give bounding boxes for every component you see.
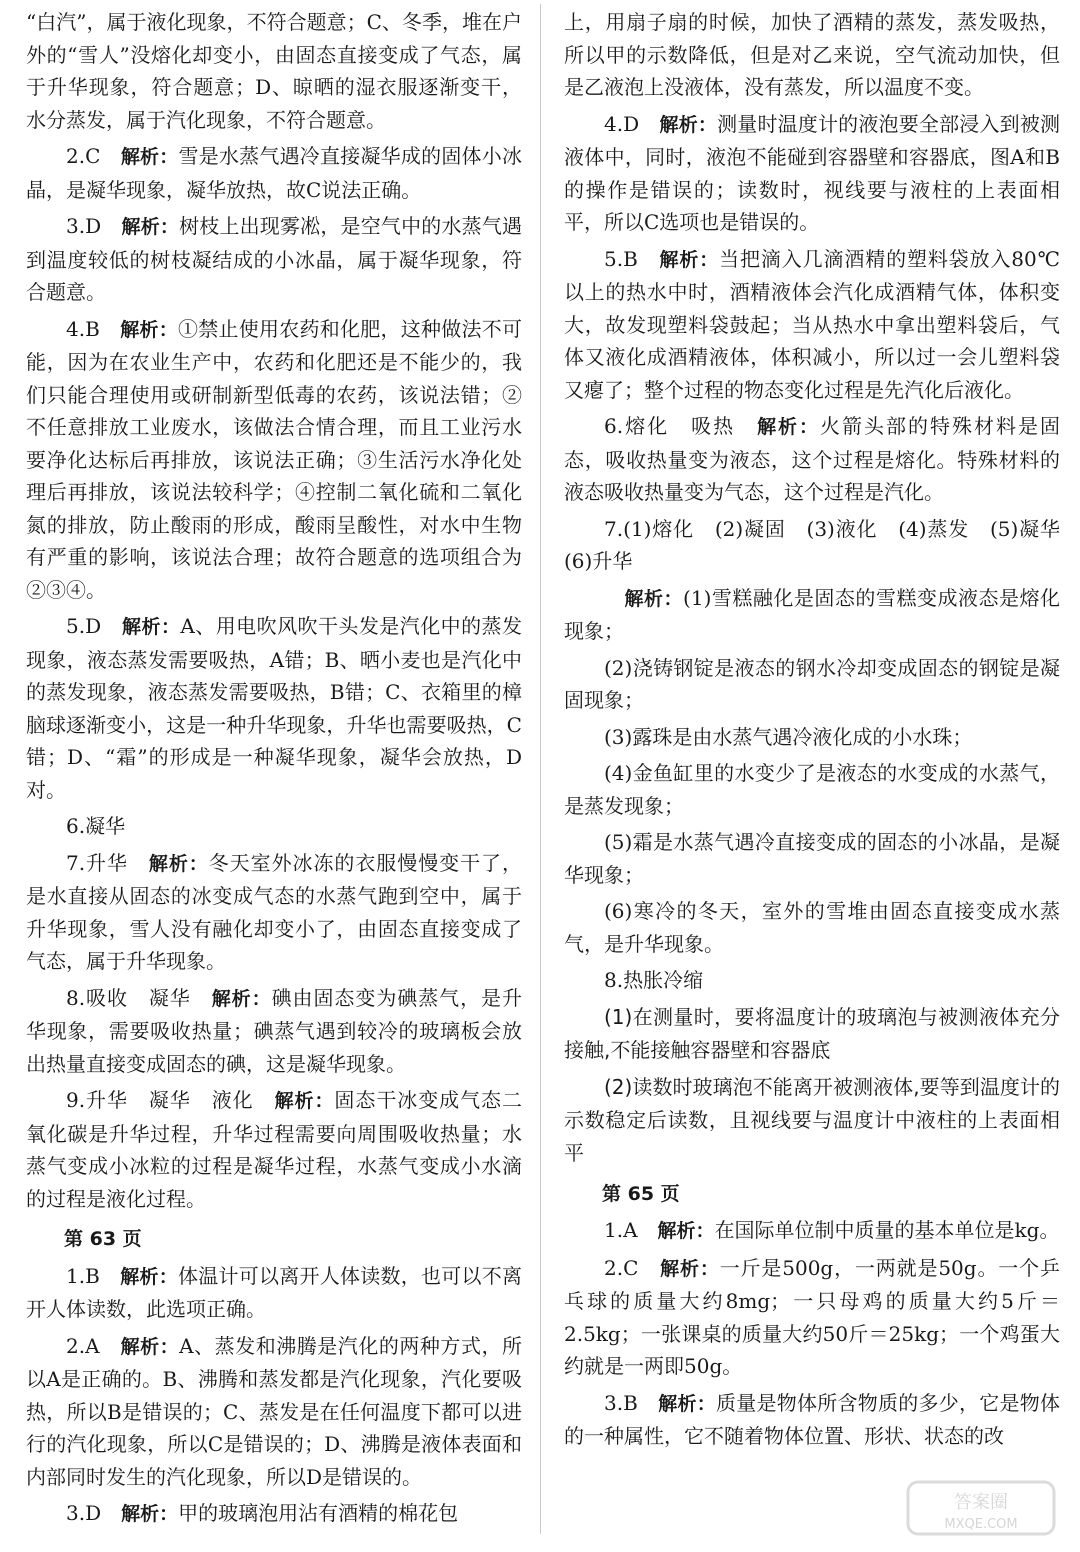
answer-item: [26, 313, 522, 607]
item-number: 5.: [66, 614, 86, 638]
item-answer: B: [623, 246, 638, 271]
item-answer: 升华 凝华 液化: [85, 1088, 254, 1112]
item-answer: C: [623, 1255, 639, 1280]
item-answer: 吸收 凝华: [85, 985, 191, 1010]
analysis-text: 冬天室外冰冻的衣服慢慢变干了，是水直接从固态的冰变成气态的水蒸气跑到空中，属于升华现象，雪人没有融化却变小了，由固态直接变成了气态，属于升华现象。: [26, 850, 522, 973]
item-answer: A: [623, 1218, 638, 1242]
analysis-label: 解析：: [121, 1503, 179, 1525]
item-number: 3.: [66, 1501, 86, 1525]
item-number: 6.: [66, 814, 86, 838]
item-number: 7.: [604, 516, 624, 541]
item-number: 4.: [604, 111, 624, 136]
analysis-label: 解析：: [274, 1090, 335, 1112]
answer-item: [26, 982, 522, 1081]
analysis-label: 解析：: [624, 587, 684, 610]
analysis-text: 固态干冰变成气态二氧化碳是升华过程，升华过程需要向周围吸收热量；水蒸气变成小冰粒的过程是凝华过程，水蒸气变成小水滴的过程是液化过程。: [26, 1088, 522, 1211]
explanation-paragraph: (6)寒冷的冬天，室外的雪堆由固态直接变成水蒸气，是升华现象。: [564, 899, 1060, 956]
item-number: 3.: [604, 1390, 624, 1415]
answer-item: [26, 210, 522, 309]
analysis-text: ①禁止使用农药和化肥，这种做法不可能，因为在农业生产中，农药和化肥还是不能少的，我们只能合理使用或研制新型低毒的农药，该说法错；②不任意排放工业废水，该做法合情合理，而且工业污水要净化达标后再排放，该说法正确；③生活污水净化处理后再排放，该说法较科学；④控制二氧化硫和二氧化氮的排放，防止酸雨的形成，酸雨呈酸性，对水中生物有严重的影响，该说法合理；故符合题意的选项组合为②③④。: [26, 316, 522, 602]
analysis-text: A、用电吹风吹干头发是汽化中的蒸发现象，液态蒸发需要吸热，A错；B、晒小麦也是汽化中的蒸发现象，液态蒸发需要吸热，B错；C、衣箱里的樟脑球逐渐变小，这是一种升华现象，升华也需要吸热，C错；D、“霜”的形成是一种凝华现象，凝华会放热，D对。: [26, 614, 522, 802]
continued-paragraph: 上，用扇子扇的时候，加快了酒精的蒸发，蒸发吸热，所以甲的示数降低，但是对乙来说，空气流动加快，但是乙液泡上没液体，没有蒸发，所以温度不变。: [564, 10, 1060, 99]
answer-item: [564, 243, 1060, 407]
analysis-text: 测量时温度计的液泡要全部浸入到被测液体中，同时，液泡不能碰到容器壁和容器底，图A和B的操作是错误的；读数时，视线要与液柱的上表面相平，所以C选项也是错误的。: [564, 111, 1061, 234]
answer-item: [26, 1497, 522, 1531]
item-answer: D: [623, 111, 640, 136]
analysis-label: 解析：: [120, 318, 179, 341]
analysis-label: 解析：: [660, 1257, 720, 1280]
answer-item: [564, 1387, 1060, 1453]
analysis-label: 解析：: [211, 987, 272, 1010]
answer-item: [564, 582, 1060, 648]
section-heading: 第 65 页: [602, 1182, 680, 1205]
explanation-paragraph: (4)金鱼缸里的水变少了是液态的水变成的水蒸气，是蒸发现象；: [564, 761, 1060, 818]
analysis-label: 解析：: [120, 1335, 180, 1358]
item-answer: 升华: [85, 850, 128, 875]
item-answer: B: [85, 316, 100, 341]
item-answer: D: [85, 214, 102, 238]
answer-item: [26, 140, 522, 206]
analysis-text: 雪是水蒸气遇冷直接凝华成的固体小冰晶，是凝华现象，凝华放热，故C说法正确。: [26, 144, 522, 202]
item-answer: (1)熔化 (2)凝固 (3)液化 (4)蒸发 (5)凝华 (6)升华: [564, 516, 1080, 573]
left-column: [26, 6, 522, 1535]
analysis-text: 体温计可以离开人体读数，也可以不离开人体读数，此选项正确。: [26, 1263, 522, 1321]
analysis-text: 碘由固态变为碘蒸气，是升华现象，需要吸收热量；碘蒸气遇到较冷的玻璃板会放出热量直接变成固态的碘，这是凝华现象。: [26, 985, 522, 1076]
analysis-label: 解析：: [757, 416, 821, 438]
analysis-label: 解析：: [122, 616, 181, 638]
analysis-label: 解析：: [121, 216, 180, 238]
analysis-text: A、蒸发和沸腾是汽化的两种方式，所以A是正确的。B、沸腾和蒸发都是汽化现象，汽化要吸热，所以B是错误的；C、蒸发是在任何温度下都可以进行的汽化现象，所以C是错误的；D、沸腾是液体表面和内部同时发生的汽化现象，所以D是错误的。: [26, 1333, 522, 1489]
analysis-text: 质量是物体所含物质的多少，它是物体的一种属性，它不随着物体位置、形状、状态的改: [564, 1390, 1060, 1448]
item-number: 5.: [604, 246, 624, 271]
analysis-label: 解析：: [120, 146, 179, 168]
answer-item: [26, 610, 522, 806]
item-number: 3.: [66, 214, 86, 238]
analysis-text: (1)雪糕融化是固态的雪糕变成液态是熔化现象；: [564, 585, 1060, 643]
answer-item: [564, 1214, 1060, 1248]
item-answer: D: [85, 614, 102, 638]
analysis-text: 在国际单位制中质量的基本单位是kg。: [714, 1218, 1060, 1242]
item-answer: A: [85, 1333, 100, 1358]
analysis-text: 一斤是500g，一两就是50g。一个乒乓球的质量大约8mg；一只母鸡的质量大约5斤＝2.5kg；一张课桌的质量大约50斤＝25kg；一个鸡蛋大约就是一两即50g。: [564, 1255, 1060, 1378]
answer-item: [564, 513, 1080, 578]
analysis-label: 解析：: [659, 113, 718, 136]
answer-item: [26, 847, 522, 978]
watermark-logo: [906, 1478, 1056, 1538]
explanation-paragraph: (3)露珠是由水蒸气遇冷液化成的小水珠；: [604, 724, 973, 749]
item-number: 9.: [66, 1088, 86, 1112]
handwritten-answer: (2)读数时玻璃泡不能离开被测液体,要等到温度计的示数稳定后读数，且视线要与温度计中液柱的上表面相平: [564, 1074, 1060, 1165]
analysis-text: 当把滴入几滴酒精的塑料袋放入80℃以上的热水中时，酒精液体会汽化成酒精气体，体积变大，故发现塑料袋鼓起；当从热水中拿出塑料袋后，气体又液化成酒精液体，体积减小，所以过一会儿塑料袋又瘪了；整个过程的物态变化过程是先汽化后液化。: [564, 246, 1060, 402]
right-column: [564, 6, 1080, 1457]
column-divider: [540, 4, 541, 1534]
watermark-text-main: 答案圈: [954, 1492, 1008, 1513]
item-answer: 凝华: [85, 814, 126, 838]
item-number: 8.: [604, 968, 624, 992]
answer-item: [26, 1260, 522, 1326]
answer-item: [564, 964, 1060, 997]
item-number: 2.: [66, 1333, 86, 1358]
analysis-label: 解析：: [120, 1265, 179, 1288]
analysis-text: 火箭头部的特殊材料是固态，吸收热量变为液态，这个过程是熔化。特殊材料的液态吸收热量变为气态，这个过程是汽化。: [564, 414, 1060, 504]
item-answer: B: [623, 1390, 638, 1415]
item-number: 8.: [66, 985, 86, 1010]
item-number: 1.: [604, 1218, 624, 1242]
answer-item: [564, 108, 1060, 239]
item-number: 2.: [66, 144, 86, 168]
explanation-paragraph: (2)浇铸钢锭是液态的钢水冷却变成固态的钢锭是凝固现象；: [564, 655, 1060, 712]
answer-item: [564, 1252, 1060, 1383]
answer-item: [26, 1330, 522, 1494]
analysis-label: 解析：: [148, 852, 209, 875]
watermark-text-url: MXQE.COM: [944, 1517, 1018, 1532]
item-number: 4.: [66, 316, 86, 341]
item-number: 6.: [604, 414, 624, 438]
item-number: 7.: [66, 850, 86, 875]
analysis-label: 解析：: [659, 248, 720, 271]
handwritten-answer: (1)在测量时，要将温度计的玻璃泡与被测液体充分接触,不能接触容器壁和容器底: [564, 1004, 1060, 1062]
analysis-text: 树枝上出现雾凇，是空气中的水蒸气遇到温度较低的树枝凝结成的小冰晶，属于凝华现象，符合题意。: [26, 214, 523, 304]
item-answer: B: [85, 1263, 100, 1288]
item-answer: C: [85, 144, 101, 168]
explanation-paragraph: (5)霜是水蒸气遇冷直接变成的固态的小冰晶，是凝华现象；: [564, 830, 1060, 887]
answer-item: [26, 1084, 522, 1215]
section-heading: 第 63 页: [64, 1228, 142, 1250]
analysis-label: 解析：: [658, 1392, 717, 1415]
answer-item: [564, 410, 1060, 509]
answer-item: [26, 810, 522, 843]
item-number: 2.: [604, 1255, 624, 1280]
item-answer: 熔化 吸热: [623, 414, 736, 438]
item-number: 1.: [66, 1263, 86, 1288]
item-answer: D: [85, 1501, 102, 1525]
item-answer: 热胀冷缩: [623, 968, 704, 992]
analysis-text: 甲的玻璃泡用沾有酒精的棉花包: [178, 1501, 459, 1525]
analysis-label: 解析：: [657, 1220, 715, 1242]
continued-paragraph: “白汽”，属于液化现象，不符合题意；C、冬季，堆在户外的“雪人”没熔化却变小，由固态直接变成了气态，属于升华现象，符合题意；D、晾晒的湿衣服逐渐变干，水分蒸发，属于汽化现象，不符合题意。: [26, 10, 522, 132]
